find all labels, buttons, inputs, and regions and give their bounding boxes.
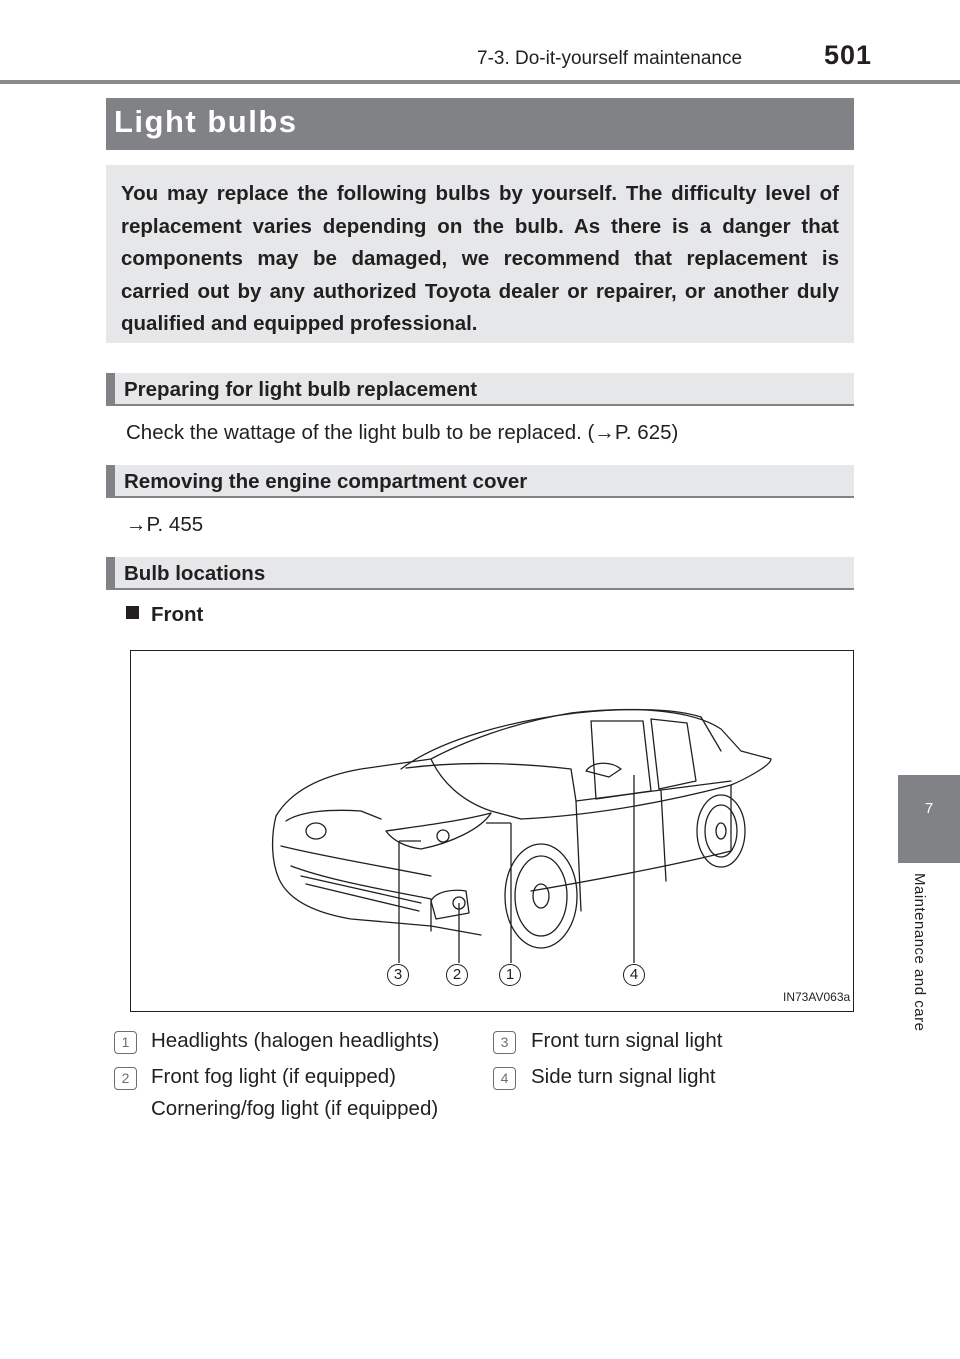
front-subheading: Front [151,603,204,626]
legend-text-4: Side turn signal light [531,1065,716,1088]
page-number: 501 [824,40,873,70]
legend-text-1: Headlights (halogen headlights) [151,1029,440,1052]
legend-text-2b: Cornering/fog light (if equipped) [151,1097,439,1120]
subheading-removing: Removing the engine compartment cover [124,470,528,493]
callout-1: 1 [499,964,521,986]
chapter-number: 7 [924,800,934,817]
legend-number-3: 3 [493,1031,516,1054]
subheading-locations: Bulb locations [124,562,266,585]
subheading-preparing: Preparing for light bulb replacement [124,378,478,401]
callout-3: 3 [387,964,409,986]
callout-2: 2 [446,964,468,986]
legend-number-4: 4 [493,1067,516,1090]
chapter-label: Maintenance and care [911,873,928,1032]
bullet-square-icon [126,606,139,619]
legend-text-3: Front turn signal light [531,1029,723,1052]
chapter-tab [898,775,960,863]
car-figure [130,650,854,1012]
callout-4: 4 [623,964,645,986]
removing-text: →P. 455 [126,513,204,536]
section-header: 7-3. Do-it-yourself maintenance [477,48,743,69]
preparing-text: Check the wattage of the light bulb to be replaced. (→P. 625) [126,421,679,444]
legend-number-2: 2 [114,1067,137,1090]
intro-text: You may replace the following bulbs by yourself. The difficulty level of replacement varies depending on the bulb. As there is a danger that components may be damaged, we recommend that replacement is carried out by any authorized Toyota dealer or repairer, or another duly qualified and equipped professional. [121,182,839,335]
legend-text-2: Front fog light (if equipped) [151,1065,396,1088]
car-illustration [131,651,853,1011]
figure-code: IN73AV063a [783,990,851,1004]
page-title: Light bulbs [114,104,298,139]
legend-number-1: 1 [114,1031,137,1054]
header-rule [0,80,960,84]
